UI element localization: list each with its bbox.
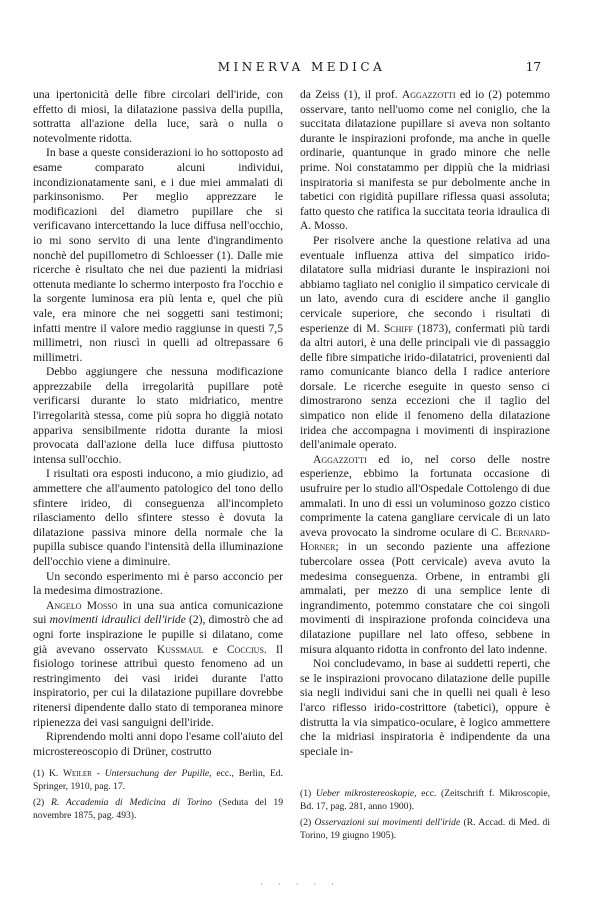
footnote-marker: (2) (300, 817, 315, 829)
paragraph (300, 234, 550, 453)
text-run: ed io, nel corso delle nostre esperienze, ebbimo la fortunata occasione di usufruire per lo studio all'Ospedale Cottolengo di due ammalati. In uno di essi un voluminoso gozzo cistico comprimente la catena gangliare cervicale di un lato aveva provocato la sindrome oculare di C. (300, 452, 550, 539)
author-name: Aggazzotti (401, 88, 456, 101)
footnote (300, 817, 550, 842)
footnote (33, 768, 283, 793)
page-header (0, 60, 603, 80)
footnote-rest: (R. Accad. di Med. di Torino, 19 giugno 1905). (300, 817, 551, 841)
author-name: Bernard-Horner (300, 525, 550, 554)
paragraph: I risultati ora esposti inducono, a mio giudizio, ad ammettere che all'aumento patologico del tono dello sfintere irideo, di conseguenza all'incompleto rilasciamento dello sfintere stesso è dovuta la dilatazione passiva minore della normale che la pupilla subisce quando l'intensità della illuminazione dell'occhio viene a diminuire. (33, 467, 283, 568)
footnote-title: Ueber mikrostereoskopie (315, 788, 415, 799)
footnote-title: Untersuchung der Pupille (104, 768, 210, 779)
text-run: e (203, 642, 227, 656)
left-column (33, 88, 283, 758)
journal-title: MINERVA MEDICA (217, 60, 386, 74)
footnote (300, 788, 550, 813)
paragraph: una ipertonicità delle fibre circolari dell'iride, con effetto di miosi, la dilatazione passiva della pupilla, sottratta all'azione della luce, sarà o nulla o notevolmente ridotta. (33, 88, 283, 145)
paragraph-mosso (33, 599, 283, 730)
text-run: . Il fisiologo torinese attribuì questo fenomeno ad un restringimento dei vasi iridei durante l'atto inspiratorio, per cui la dilatazione pupillare dovrebbe ritenersi dipendente dallo stato di temporanea minore ripienezza dei vasi sanguigni dell'iride. (33, 642, 283, 729)
right-column-body (300, 88, 550, 778)
footnote-rest: , ecc., Berlin, Ed. Springer, 1910, pag. 17. (33, 768, 284, 792)
text-run: in una sua antica comunicazione sui (33, 598, 284, 627)
right-column (300, 88, 550, 778)
footnote-dash: - (91, 768, 105, 779)
paragraph: In base a queste considerazioni io ho sottoposto ad esame comparato alcuni individui, incondizionatamente sani, e i due miei ammalati di parkinsonismo. Per meglio apprezzare le modificazioni del diametro pupillare che si verificavano intercettando la luce diffusa nell'occhio, io mi sono servito di una lente d'ingrandimento nonchè del pupillometro di Schloesser (1). Dalle mie ricerche è risultato che nei due pazienti la midriasi ottenuta mediante lo schermo interposto fra l'occhio e la sorgente luminosa era più lenta e, quel che più vale, era minore che nei soggetti sani testimoni; infatti mentre il valore medio raggiunse in questi 7,5 millimetri, non riuscì in quelli ad oltrepassare 6 millimetri. (33, 146, 283, 364)
text-run: (2), dimostrò che ad ogni forte inspirazione le pupille si dilatano, come già avevano osservato (33, 613, 283, 656)
left-column-body (33, 88, 283, 758)
text-run: ed io (2) potemmo osservare, tanto nell'uomo come nel coniglio, che la succitata dilatazione pupillare si aveva non soltanto durante le inspirazioni profonde, ma anche in quelle ordinarie, quantunque in grado minore che nelle prime. Noi constatammo per dippiù che la midriasi inspiratoria si manifesta se pur debolmente anche in tabetici con rigidità pupillare riflessa quasi assoluta; fatto questo che ratifica la succitata teoria idraulica di A. Mosso. (300, 88, 550, 233)
author-name: Angelo Mosso (46, 598, 118, 612)
author-name: Kussmaul (156, 642, 204, 656)
cited-title: movimenti idraulici dell'iride (49, 613, 186, 627)
paragraph (300, 453, 550, 657)
author-name: Aggazzotti (313, 452, 367, 466)
text-run: Per risolvere anche la questione relativa ad una eventuale influenza attiva del simpatico irido-dilatatore sulla midriasi durante le inspirazioni noi abbiamo tagliato nel coniglio il simpatico cervicale di un lato, avendo cura di escidere anche il ganglio cervicale superiore, che secondo i risultati di esperienze di M. (300, 233, 550, 335)
text-run: (1873), confermati più tardi da altri autori, è una delle principali vie di passaggio delle fibre simpatiche irido-dilatatrici, provenienti dal ramo comunicante bianco della I radice anteriore dorsale. Le ricerche eseguite in questo senso ci dimostrarono senza eccezioni che il taglio del simpatico non elide il fenomeno della dilatazione iridea che accompagna i movimenti di inspirazione dell'animale operato. (300, 321, 550, 452)
paragraph (300, 88, 550, 234)
footnote (33, 797, 283, 822)
page-number: 17 (525, 60, 541, 74)
paragraph: Debbo aggiungere che nessuna modificazione apprezzabile della irregolarità pupillare potè verificarsi durante lo stato midriatico, mentre l'irregolarità stessa, come più sopra ho diggià notato appariva sensibilmente ridotta durante la miosi provocata dall'azione della luce diffusa piuttosto intensa sull'occhio. (33, 365, 283, 466)
footnote-author: K. Weiler (49, 768, 92, 779)
author-name: Schiff (383, 321, 413, 335)
text-run: ; in un secondo paziente una affezione tubercolare ossea (Pott cervicale) aveva avuto la medesima conseguenza. Orbene, in entrambi gli ammalati, per mezzo di una semplice lente di ingrandimento, potemmo constatare che coi singoli movimenti di inspirazione profonda coincideva una dilatazione pupillare nel lato offeso, sebbene in misura alquanto ridotta in confronto del lato indenne. (300, 540, 550, 656)
scan-artifact-marks: · · · · · (260, 880, 340, 890)
footnote-rest: , ecc. (Zeitschrift f. Mikroscopie, Bd. 17, pag. 281, anno 1900). (300, 788, 550, 812)
footnote-rest: (Seduta del 19 novembre 1875, pag. 493). (33, 797, 283, 821)
paragraph: Riprendendo molti anni dopo l'esame coll'aiuto del microstereoscopio di Drüner, costrutto (33, 730, 283, 758)
paragraph: Noi concludevamo, in base ai suddetti reperti, che se le inspirazioni provocano dilatazione delle pupille sia negli individui sani che in quelli nei quali è leso l'arco riflesso irido-costrittore (tabetici), oppure è distrutta la via simpatico-oculare, è logico ammettere che la midriasi inspiratoria è indipendente da una speciale in- (300, 657, 550, 758)
right-footnotes (300, 788, 550, 846)
text-run: da Zeiss (1), il prof. (300, 88, 402, 101)
footnote-marker: (2) (33, 797, 51, 809)
left-footnotes (33, 768, 283, 826)
footnote-marker: (1) (33, 768, 49, 779)
paragraph: Un secondo esperimento mi è parso acconcio per la medesima dimostrazione. (33, 569, 283, 598)
footnote-title: R. Accademia di Medicina di Torino (50, 797, 213, 809)
author-name: Coccius (226, 642, 264, 656)
footnote-title: Osservazioni sui movimenti dell'iride (314, 817, 461, 829)
footnote-marker: (1) (300, 788, 316, 799)
